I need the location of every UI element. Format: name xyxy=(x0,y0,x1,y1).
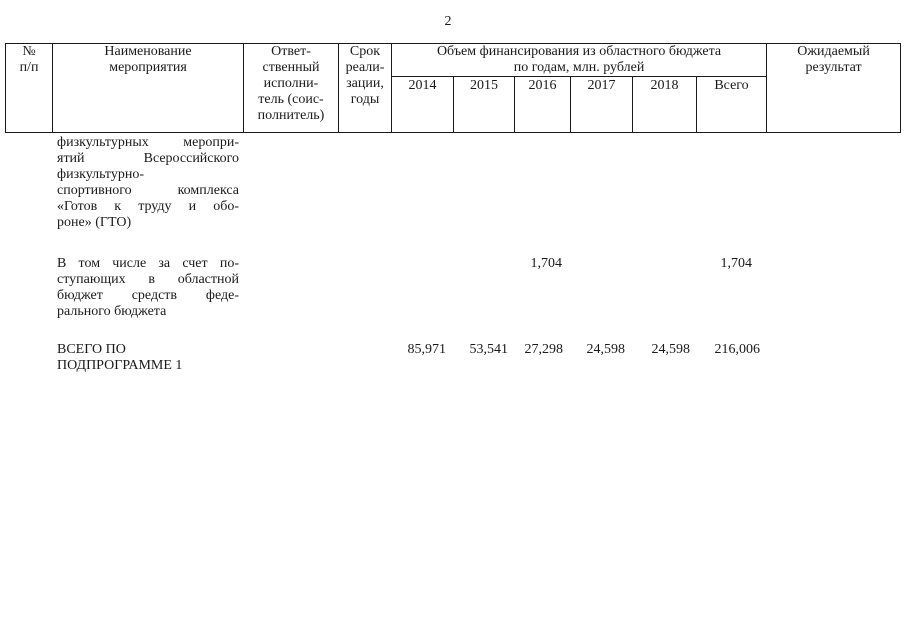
header-term-line: годы xyxy=(350,92,380,107)
header-responsible-line: тель (соис- xyxy=(258,92,324,107)
name-line: физкультурных меропри- xyxy=(57,135,239,150)
header-responsible xyxy=(244,44,339,133)
row-total-value-2015: 53,541 xyxy=(469,342,508,357)
name-line: ВСЕГО ПО xyxy=(57,342,126,357)
header-term-line: зации, xyxy=(346,76,384,91)
header-name-line: Наименование xyxy=(104,44,192,59)
header-result xyxy=(767,44,901,133)
row-total-value-2016: 27,298 xyxy=(524,342,563,357)
row-total-value-2017: 24,598 xyxy=(586,342,625,357)
header-result-line: результат xyxy=(805,60,862,75)
header-funding-line: Объем финансирования из областного бюджета xyxy=(436,44,722,59)
header-responsible-line: ственный xyxy=(262,60,320,75)
row-total-name xyxy=(57,342,239,374)
header-term xyxy=(339,44,392,133)
header-funding xyxy=(392,44,767,77)
name-line: ятий Всероссийского xyxy=(57,151,239,166)
header-term-line: Срок xyxy=(349,44,381,59)
row-federal-value-total: 1,704 xyxy=(720,256,752,271)
header-responsible-line: полнитель) xyxy=(257,108,325,123)
header-responsible-line: Ответ- xyxy=(271,44,311,59)
row-federal-value-2016: 1,704 xyxy=(530,256,562,271)
row-gto-name xyxy=(57,135,239,231)
row-total-value-total: 216,006 xyxy=(714,342,760,357)
header-year-2014: 2014 xyxy=(392,77,454,133)
name-line: рального бюджета xyxy=(57,304,167,319)
header-responsible-line: исполни- xyxy=(263,76,319,91)
name-line: «Готов к труду и обо- xyxy=(57,199,239,214)
header-number xyxy=(6,44,53,133)
row-federal-name xyxy=(57,256,239,320)
table-header xyxy=(5,43,901,133)
name-line: роне» (ГТО) xyxy=(57,215,132,230)
header-year-2015: 2015 xyxy=(454,77,515,133)
header-number-line: п/п xyxy=(19,60,39,75)
header-year-2017: 2017 xyxy=(571,77,633,133)
name-line: ПОДПРОГРАММЕ 1 xyxy=(57,358,183,373)
header-year-2018: 2018 xyxy=(633,77,697,133)
page-number: 2 xyxy=(444,14,452,29)
header-year-total: Всего xyxy=(697,77,767,133)
header-result-line: Ожидаемый xyxy=(797,44,870,59)
name-line: спортивного комплекса xyxy=(57,183,239,198)
name-line: бюджет средств феде- xyxy=(57,288,239,303)
header-name-line: мероприятия xyxy=(109,60,187,75)
row-total-value-2014: 85,971 xyxy=(407,342,446,357)
header-term-line: реали- xyxy=(345,60,385,75)
name-line: физкультурно- xyxy=(57,167,145,182)
header-number-line: № xyxy=(22,44,36,59)
header-funding-line: по годам, млн. рублей xyxy=(513,60,645,75)
row-total-value-2018: 24,598 xyxy=(651,342,690,357)
header-year-2016: 2016 xyxy=(515,77,571,133)
header-name xyxy=(53,44,244,133)
name-line: ступающих в областной xyxy=(57,272,239,287)
name-line: В том числе за счет по- xyxy=(57,256,239,271)
